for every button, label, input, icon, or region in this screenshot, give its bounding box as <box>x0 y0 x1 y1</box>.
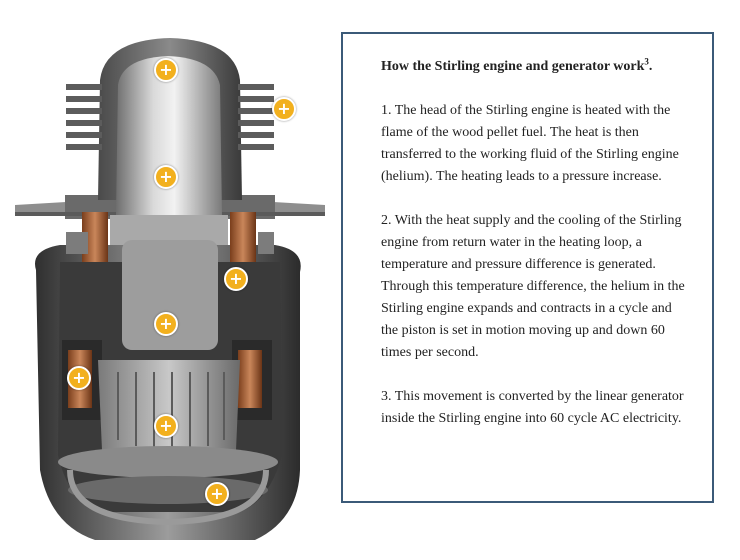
hotspot-plus-icon[interactable]: + <box>154 165 178 189</box>
stirling-engine-cutaway <box>0 0 335 555</box>
panel-heading-period: . <box>648 59 653 74</box>
hotspot-plus-icon[interactable]: + <box>154 58 178 82</box>
footnote-reference: 3 <box>644 56 649 67</box>
hotspot-plus-icon[interactable]: + <box>154 312 178 336</box>
step-3-text: 3. This movement is converted by the linear generator inside the Stirling engine into 60 cycle AC electricity. <box>381 389 684 426</box>
hotspot-plus-icon[interactable]: + <box>205 482 229 506</box>
panel-heading-text: How the Stirling engine and generator work <box>381 59 645 74</box>
step-1-text: 1. The head of the Stirling engine is heated with the flame of the wood pellet fuel. The heat is then transferred to the working fluid of the Stirling engine (helium). The heating leads to a pressure increase. <box>381 103 679 184</box>
panel-heading <box>381 56 686 78</box>
hotspot-plus-icon[interactable]: + <box>154 414 178 438</box>
step-2-text: 2. With the heat supply and the cooling of the Stirling engine from return water in the heating loop, a temperature and pressure difference is generated. Through this temperature difference, the helium in the Stirling engine expands and contracts in a cycle and the piston is set in motion moving up and down 60 times per second. <box>381 213 685 360</box>
stirling-engine-illustration <box>0 0 335 555</box>
explanation-panel <box>341 32 714 503</box>
hotspot-plus-icon[interactable]: + <box>224 267 248 291</box>
hotspot-plus-icon[interactable]: + <box>272 97 296 121</box>
hotspot-plus-icon[interactable]: + <box>67 366 91 390</box>
